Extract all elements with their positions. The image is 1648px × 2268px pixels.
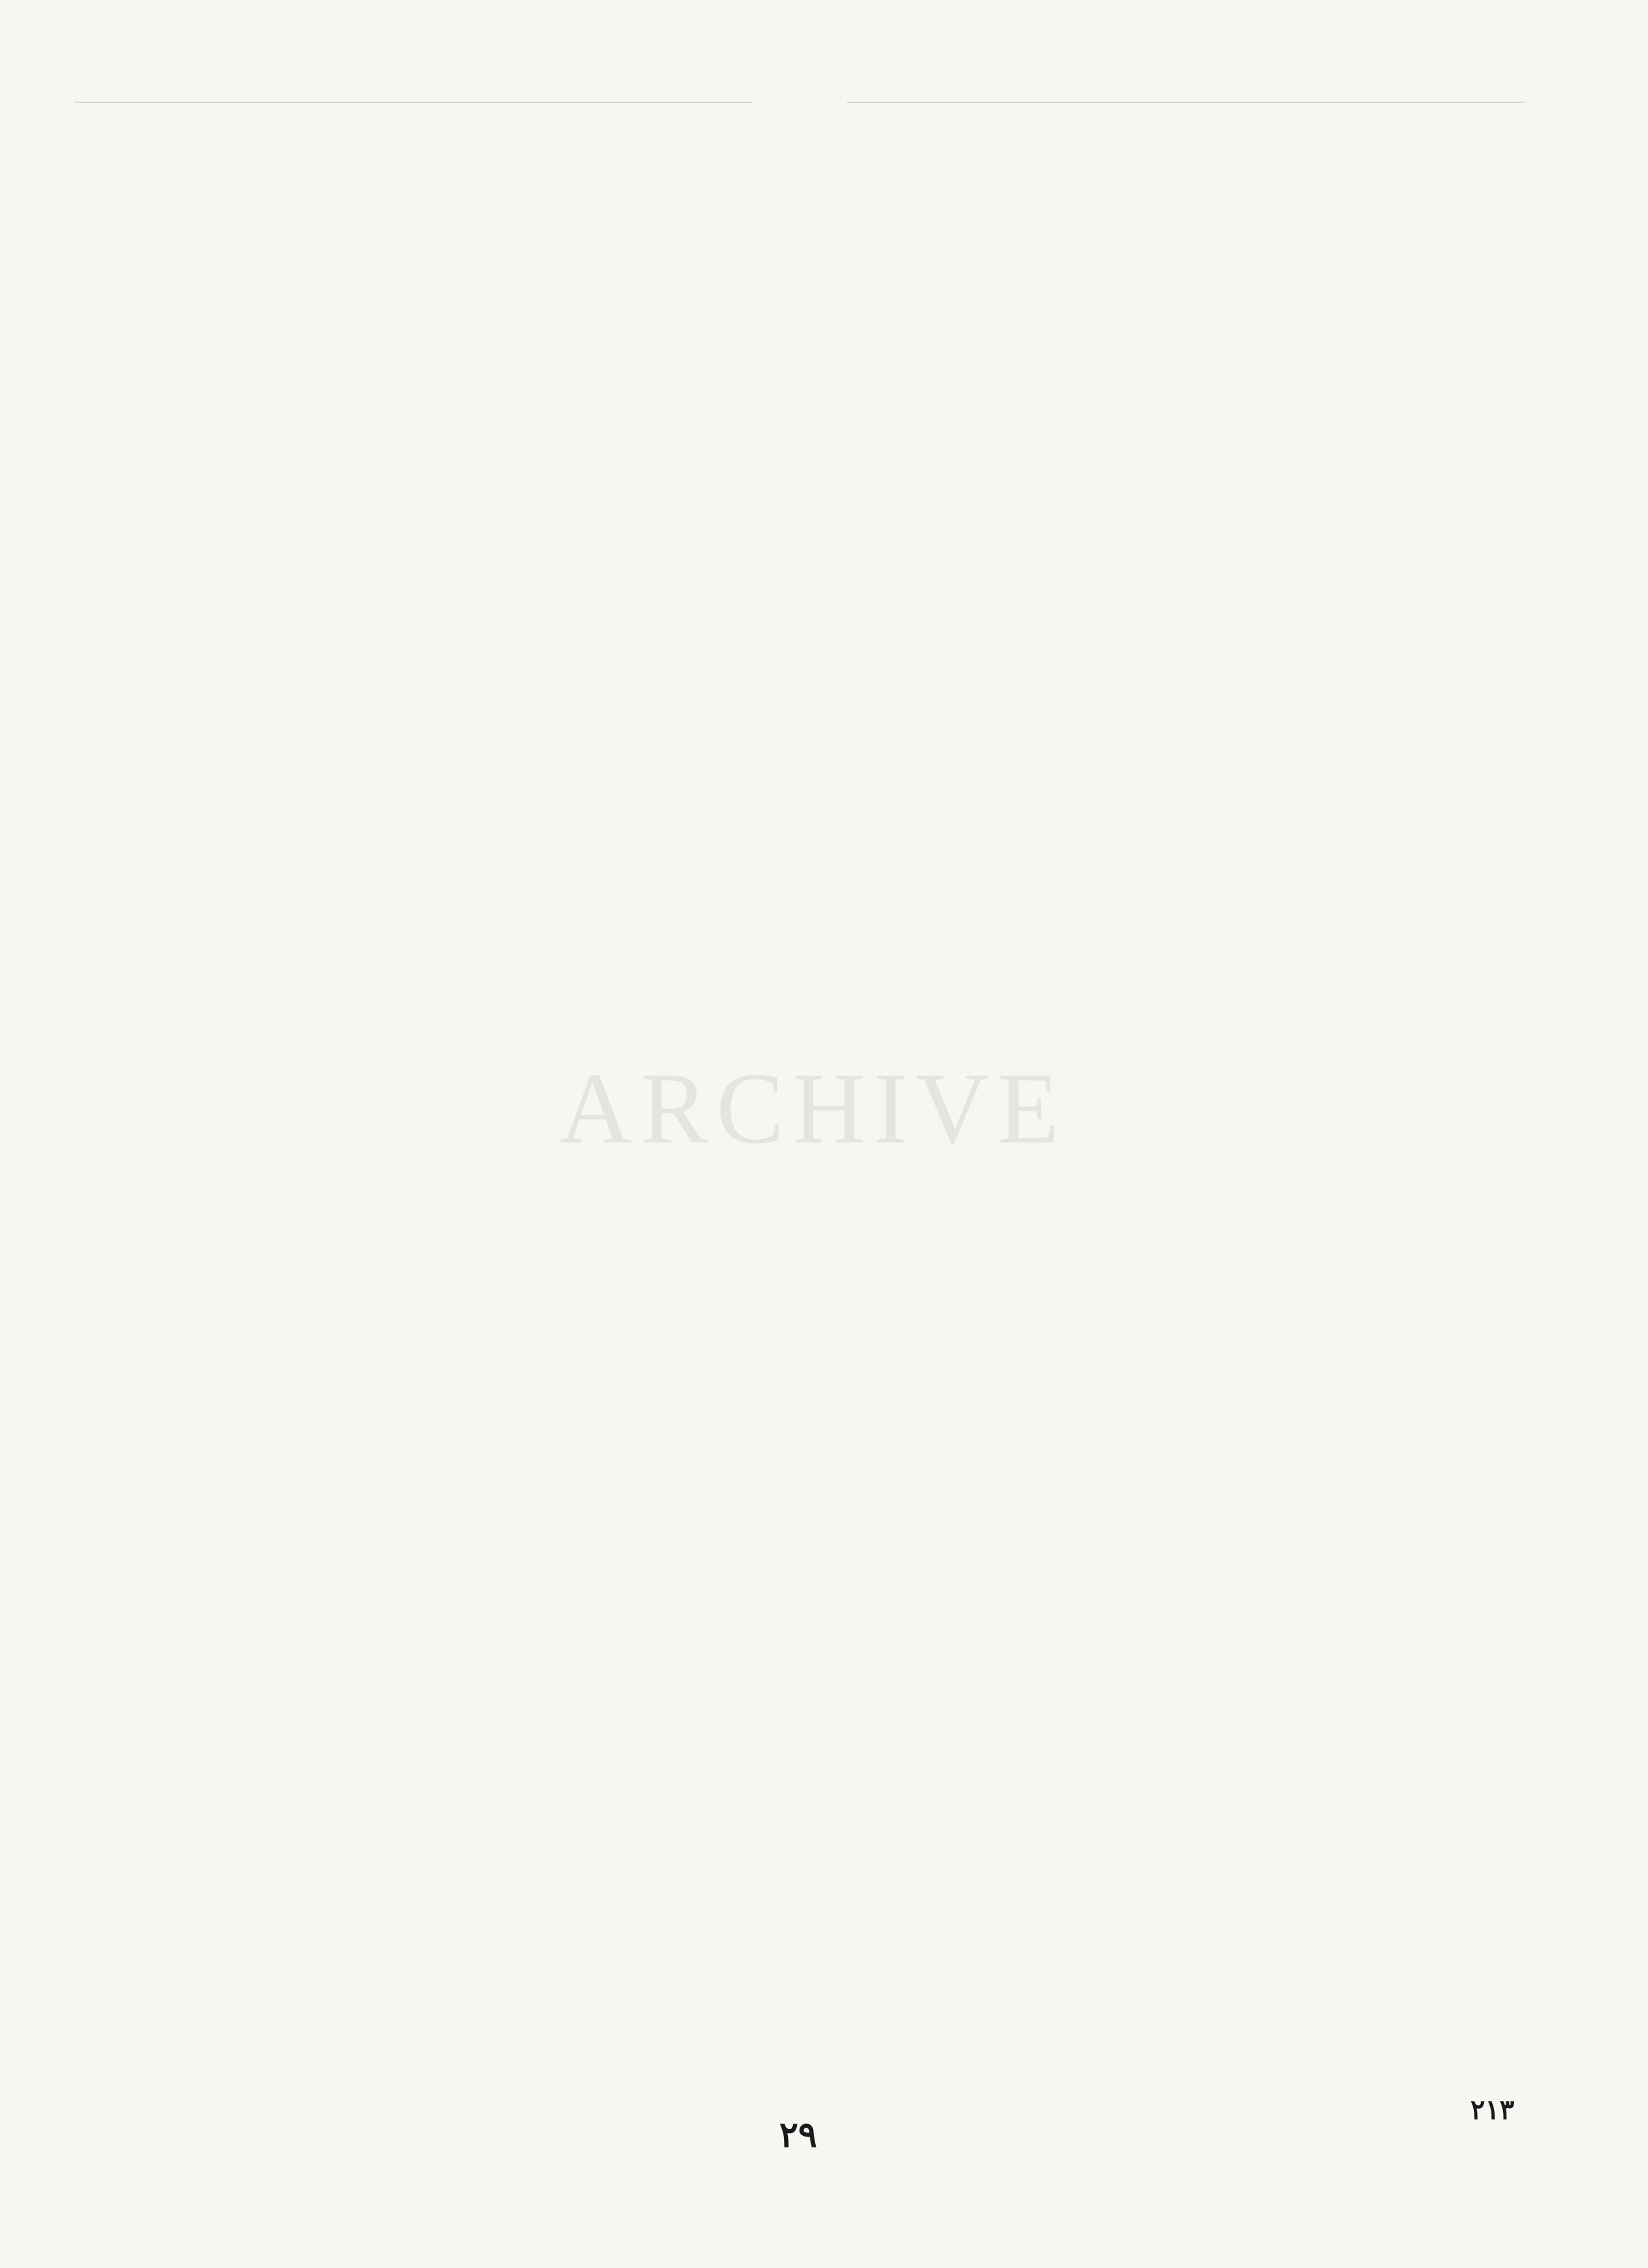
right-page-number: ٢١٣ [1470,2094,1515,2126]
left-page-number: ٢٩ [779,2114,817,2156]
archive-watermark: ARCHIVE [558,1052,1068,1165]
